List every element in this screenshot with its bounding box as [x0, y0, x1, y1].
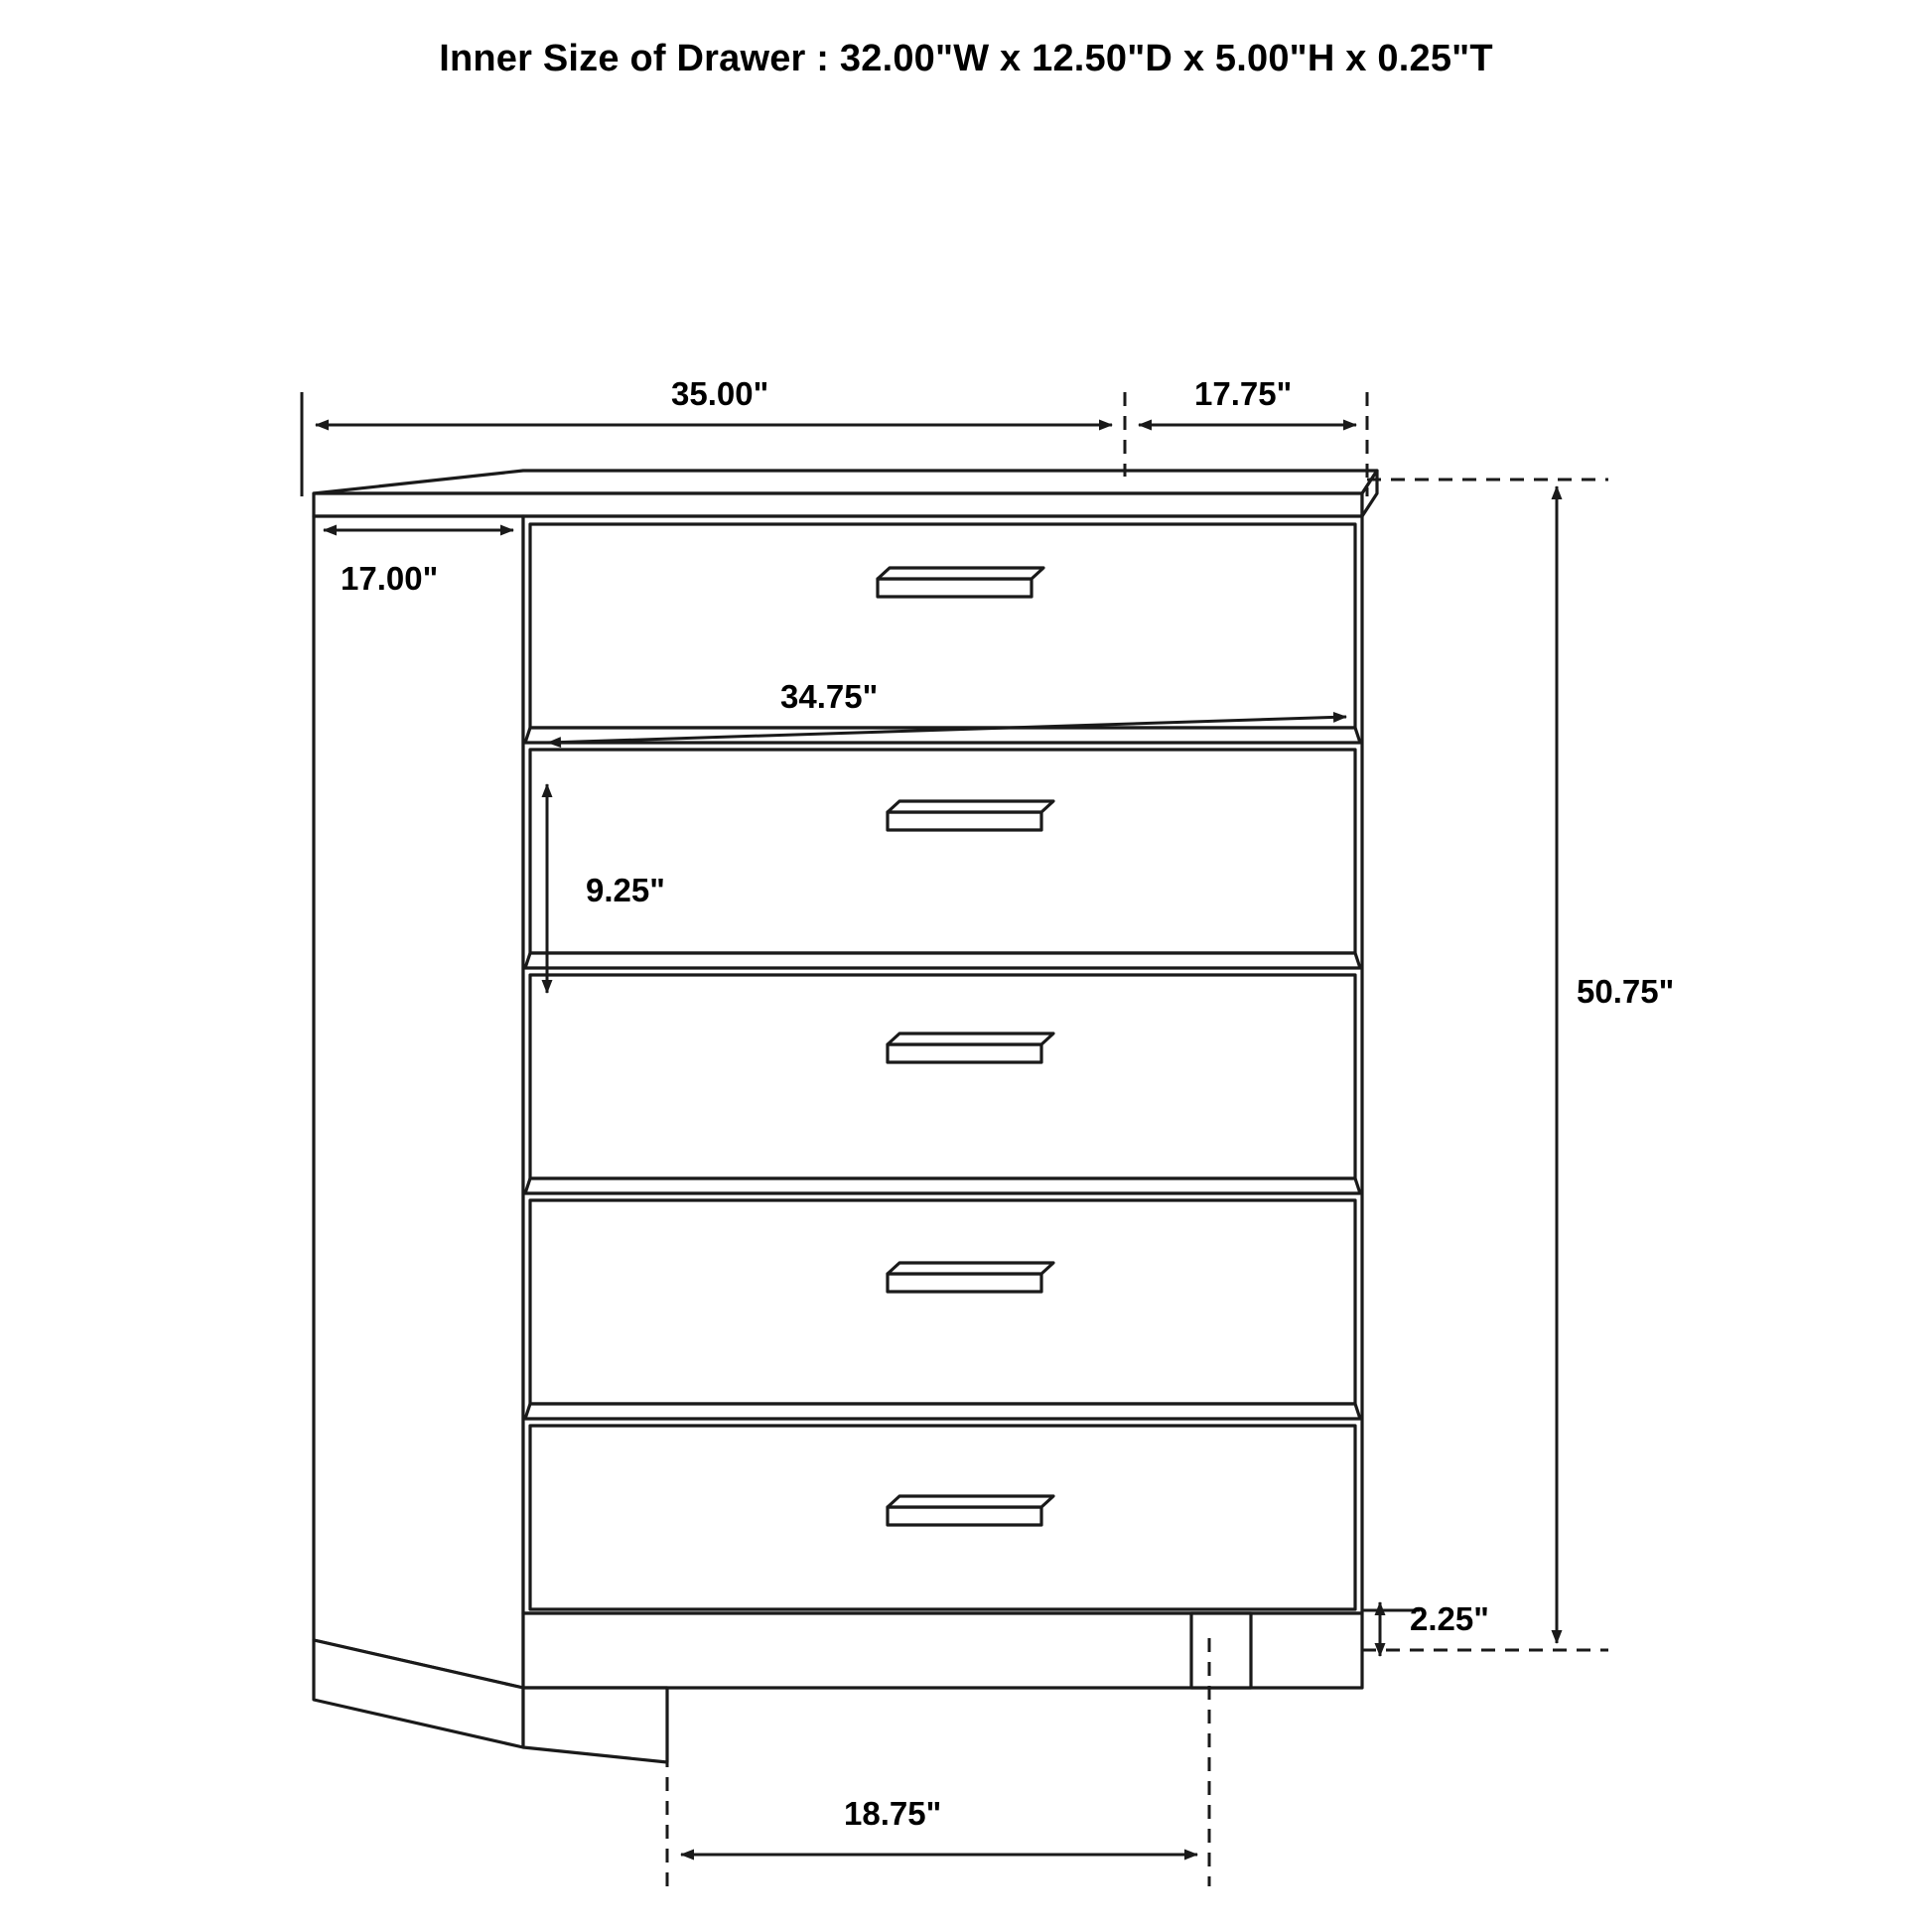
drawer-handle-2-edge — [888, 801, 1053, 812]
dim-label-side-depth: 17.00" — [341, 560, 439, 597]
dim-label-drawer-height: 9.25" — [586, 872, 665, 908]
drawer-gap-2 — [525, 953, 1360, 968]
drawer-handle-3 — [888, 1044, 1041, 1062]
drawer-handle-4-edge — [888, 1263, 1053, 1274]
drawer-handle-1-edge — [878, 568, 1043, 579]
dim-label-plinth-height: 2.25" — [1410, 1600, 1489, 1637]
drawer-gap-4 — [525, 1404, 1360, 1419]
dim-label-drawer-width: 34.75" — [780, 678, 879, 715]
drawer-front-4 — [530, 1200, 1355, 1404]
drawer-handle-5-edge — [888, 1496, 1053, 1507]
drawer-handle-4 — [888, 1274, 1041, 1292]
dim-label-overall-height: 50.75" — [1577, 973, 1675, 1010]
chest-foot-right — [1191, 1613, 1251, 1688]
chest-base-foot-left — [523, 1688, 667, 1762]
chest-left-side-panel — [314, 516, 523, 1688]
dim-label-top-width: 35.00" — [671, 375, 769, 412]
drawer-front-3 — [530, 975, 1355, 1178]
drawer-handle-3-edge — [888, 1034, 1053, 1044]
dim-label-top-depth: 17.75" — [1194, 375, 1293, 412]
drawer-handle-5 — [888, 1507, 1041, 1525]
drawer-gap-3 — [525, 1178, 1360, 1193]
chest-body — [314, 471, 1377, 1762]
drawer-front-1 — [530, 524, 1355, 728]
drawer-front-2 — [530, 750, 1355, 953]
page-title: Inner Size of Drawer : 32.00"W x 12.50"D x 5.00"H x 0.25"T — [439, 38, 1493, 79]
drawer-handle-1 — [878, 579, 1032, 597]
chest-top-surface — [314, 471, 1377, 493]
drawer-handle-2 — [888, 812, 1041, 830]
dim-label-foot-offset: 18.75" — [844, 1795, 942, 1832]
chest-top-slab — [314, 493, 1362, 516]
